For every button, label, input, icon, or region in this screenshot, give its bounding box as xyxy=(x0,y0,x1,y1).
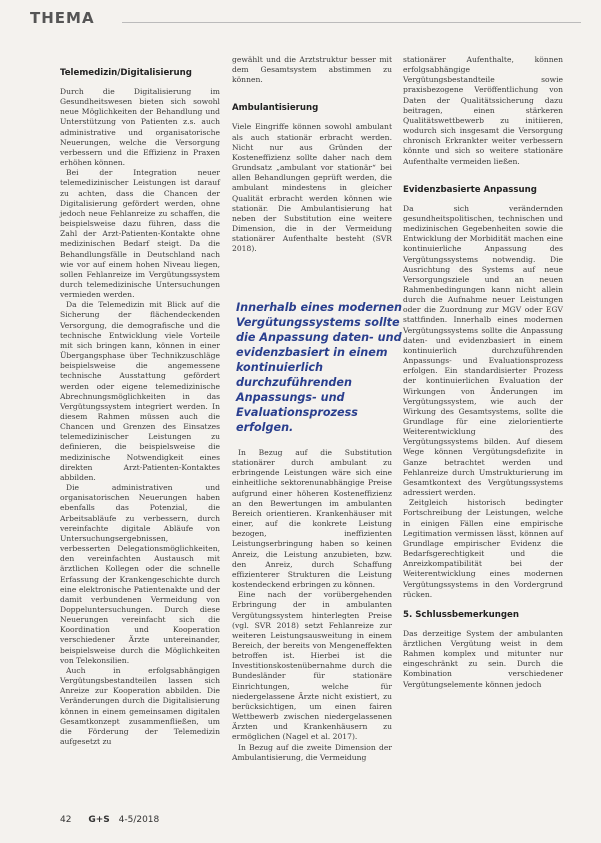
heading-telemedizin: Telemedizin/Digitalisierung xyxy=(60,68,192,78)
paragraph: In Bezug auf die zweite Dimension der Ambulantisierung, die Vermeidung xyxy=(232,742,392,762)
paragraph: In Bezug auf die Substitution stationärer durch ambulant zu erbringende Leistungen wäre sich eine einheitliche sektorenunabhängige Preise aufgrund einer höheren Kosteneffizienz an den Bewertungen im ambulanten Bereich orientieren. Krankenhäuser mit einer, auf die konkrete Leistung bezogen, ineffizienten Leistungserbringung haben so keinen Anreiz, die Leistung anzubieten, bzw. den Anreiz, durch Schaffung effizienterer Strukturen die Leistung kostendeckend erbringen zu können. xyxy=(232,448,392,590)
paragraph: stationärer Aufenthalte, können erfolgsabhängige Vergütungsbestandteile sowie praxisbezogene Veröffentlichung von Daten der Qualitätssicherung dazu beitragen, einen stärkeren Qualitätswettbewerb zu initiieren, wodurch sich insgesamt die Versorgung chronisch Erkrankter weiter verbessern könnte und sich so weitere stationäre Aufenthalte vermeiden ließen. xyxy=(403,55,563,166)
paragraph: Da die Telemedizin mit Blick auf die Sicherung der flächendeckenden Versorgung, die demografische und die technische Entwicklung viele Vorteile mit sich bringen kann, können in einer Übergangsphase über Technikzuschläge beispielsweise die angemessene technische Ausstattung gefördert werden oder eigene telemedizinische Abrechnungsmöglichkeiten in das Vergütungssystem integriert werden. In diesem Rahmen müssen auch die Chancen und Grenzen des Einsatzes telemedizinischer Leistungen zu definieren, die beispielsweise die medizinische Notwendigkeit eines direkten Arzt-Patienten-Kontaktes abbilden. xyxy=(60,300,220,482)
heading-ambulantisierung: Ambulantisierung xyxy=(232,103,319,114)
column-2 xyxy=(232,55,392,255)
header-rule xyxy=(122,22,581,23)
heading-schlussbemerkungen: 5. Schlussbemerkungen xyxy=(403,609,519,620)
magazine-logo: G+S xyxy=(88,815,110,825)
paragraph: Bei der Integration neuer telemedizinischer Leistungen ist darauf zu achten, dass die Chancen der Digitalisierung gefördert werden, ohne jedoch neue Fehlanreize zu schaffen, die beispielsweise dazu führen, dass die Zahl der Arzt-Patienten-Kontakte ohne medizinischen Bedarf steigt. Da die Behandlungsfälle in Deutschland nach wie vor auf einem hohen Niveau liegen, sollen Fehlanreize im Vergütungssystem durch telemedizinische Untersuchungen vermieden werden. xyxy=(60,168,220,300)
pull-quote: Innerhalb eines modernen Vergütungssystems sollte die Anpassung daten- und evidenzbasiert in einem kontinuierlich durchzuführenden Anpassungs- und Evaluationsprozess erfolgen. xyxy=(236,301,402,434)
paragraph: Da sich verändernden gesundheitspolitischen, technischen und medizinischen Gegebenheiten sowie die Entwicklung der Morbidität machen eine kontinuierliche Anpassung des Vergütungssystems notwendig. Die Ausrichtung des Systems auf neue Versorgungsziele und an neuen Rahmenbedingungen kann nicht allein durch die Aufnahme neuer Leistungen oder die Zuordnung zur MGV oder EGV stattfinden. Innerhalb eines modernen Vergütungssystems sollte die Anpassung daten- und evidenzbasiert in einem kontinuierlich durchzuführenden Anpassungs- und Evaluationsprozess erfolgen. Ein standardisierter Prozess der kontinuierlichen Evaluation der Wirkungen von Änderungen im Vergütungssystem, wie auch der Wirkung des Gesamtsystems, sollte die Grundlage für eine zielorientierte Weiterentwicklung des Vergütungssystems bilden. Auf diesem Wege können Vergütungsdefizite in Ganze betrachtet werden und Fehlanreize durch Umstrukturierung im Gesamtkontext des Vergütungssystems adressiert werden. xyxy=(403,203,563,498)
paragraph: Das derzeitige System der ambulanten ärztlichen Vergütung weist in dem Rahmen komplex und mitunter nur eingeschränkt zu sein. Durch die Kombination verschiedener Vergütungselemente können jedoch xyxy=(403,628,563,689)
section-title: THEMA xyxy=(30,9,95,27)
issue-label: 4-5/2018 xyxy=(118,815,160,825)
column-3 xyxy=(403,55,563,690)
paragraph: Viele Eingriffe können sowohl ambulant als auch stationär erbracht werden. Nicht nur aus Gründen der Kosteneffizienz sollte daher nach dem Grundsatz „ambulant vor stationär“ bei allen Behandlungen geprüft werden, die ambulant mindestens in gleicher Qualität erbracht werden können wie stationär. Die Ambulantisierung hat neben der Substitution eine weitere Dimension, die in der Vermeidung stationärer Aufenthalte besteht (SVR 2018). xyxy=(232,122,392,254)
section-header xyxy=(30,8,581,30)
paragraph: Auch in erfolgsabhängigen Vergütungsbestandteilen lassen sich Anreize zur Kooperation abbilden. Die Veränderungen durch die Digitalisierung können in einem gemeinsamen digitalen Gesamtkonzept zusammenfließen, um die Förderung der Telemedizin aufgesetzt zu xyxy=(60,665,220,746)
paragraph: Eine nach der vorübergehenden Erbringung der in ambulanten Vergütungssystem hinterlegten Preise (vgl. SVR 2018) setzt Fehlanreize zur weiteren Leistungsausweitung in einem Bereich, der bereits von Mengeneffekten betroffen ist. Hierbei ist die Investitionskostenübernahme durch die Bundesländer für stationäre Einrichtungen, welche für niedergelassene Ärzte nicht existiert, zu berücksichtigen, um einen fairen Wettbewerb zwischen niedergelassenen Ärzten und Krankenhäusern zu ermöglichen (Nagel et al. 2017). xyxy=(232,590,392,742)
paragraph: Durch die Digitalisierung im Gesundheitswesen bieten sich sowohl neue Möglichkeiten der Behandlung und Unterstützung von Patienten z.s. auch administrative und organisatorische Neuerungen, welche die Versorgung verbessern und die Effizienz in Praxen erhöhen können. xyxy=(60,87,220,168)
column-1 xyxy=(60,68,220,747)
heading-evidenzbasiert: Evidenzbasierte Anpassung xyxy=(403,184,537,195)
paragraph: Die administrativen und organisatorischen Neuerungen haben ebenfalls das Potenzial, die Arbeitsabläufe zu verbessern, durch vereinfachte digitale Abläufe von Untersuchungsergebnissen, verbesserten Delegationsmöglichkeiten, den vereinfachten Austausch mit ärztlichen Kollegen oder die schnelle Erfassung der Krankengeschichte durch eine elektronische Patientenakte und der damit verbundenen Vermeidung von Doppeluntersuchungen. Durch diese Neuerungen vereinfacht sich die Koordination und Kooperation verschiedener Ärzte untereinander, beispielsweise durch die Möglichkeiten von Telekonsilien. xyxy=(60,483,220,665)
page-footer xyxy=(60,815,159,825)
paragraph: Zeitgleich historisch bedingter Fortschreibung der Leistungen, welche in einigen Fällen eine empirische Legitimation vermissen lässt, können auf Grundlage empirischer Evidenz die Bedarfsgerechtigkeit und die Anreizkompatibilität bei der Weiterentwicklung eines modernen Vergütungssystems in den Vordergrund rücken. xyxy=(403,498,563,599)
column-2-lower xyxy=(232,448,392,763)
page-number: 42 xyxy=(60,815,72,825)
paragraph: gewählt und die Arztstruktur besser mit dem Gesamtsystem abstimmen zu können. xyxy=(232,55,392,85)
